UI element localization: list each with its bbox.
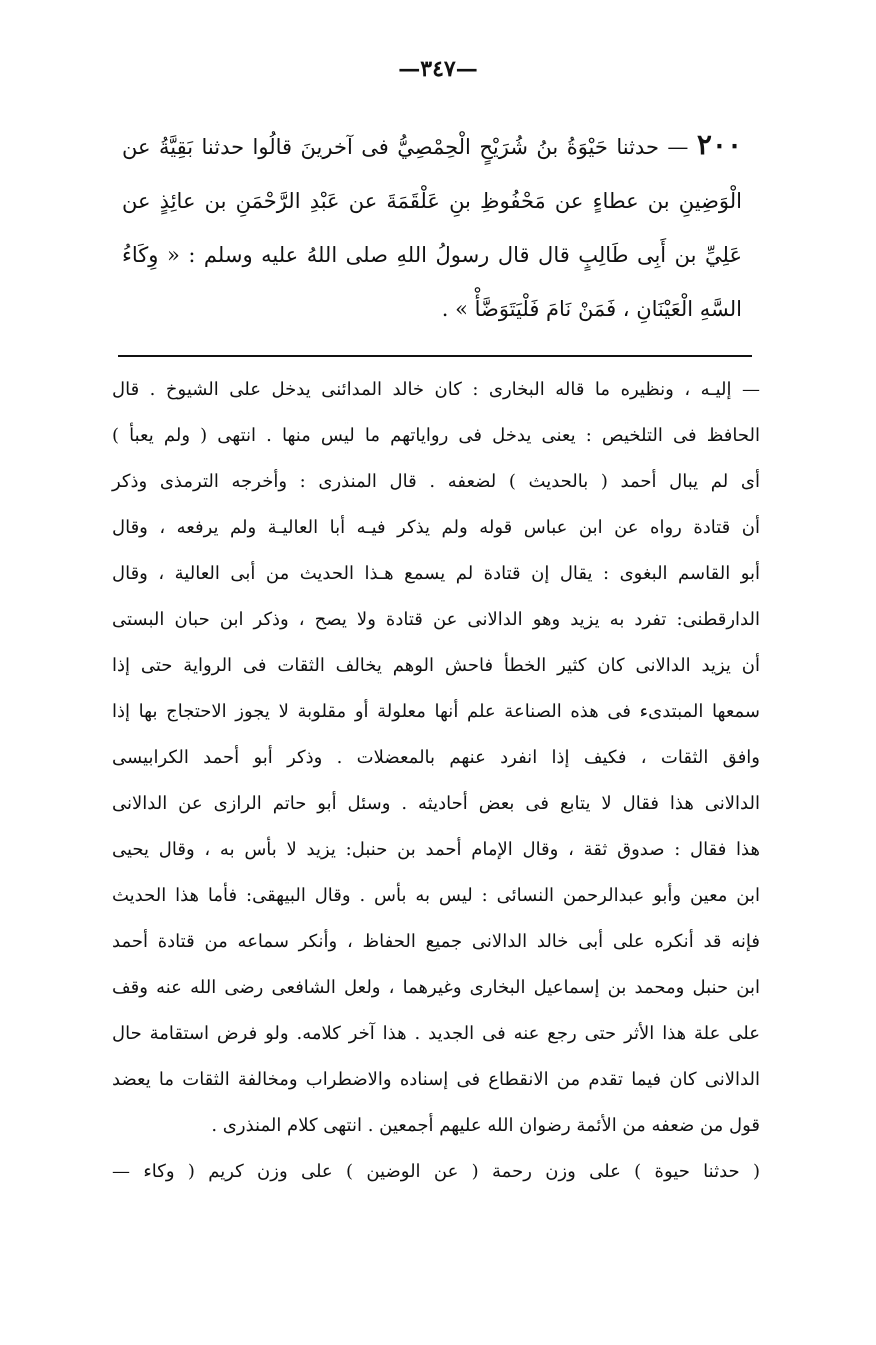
commentary: [112, 367, 760, 1195]
commentary-line: ابن حنبل ومحمد بن إسماعيل البخارى وغيرهما ، ولعل الشافعى رضى الله عنه وقف: [112, 977, 760, 998]
hadith-block: [122, 118, 742, 336]
commentary-line: الدارقطنى: تفرد به يزيد وهو الدالانى عن قتادة ولا يصح ، وذكر ابن حبان البستى: [112, 609, 760, 630]
commentary-line: وافق الثقات ، فكيف إذا انفرد عنهم بالمعضلات . وذكر أبو أحمد الكرابيسى: [112, 747, 760, 768]
commentary-line: أن قتادة رواه عن ابن عباس قوله ولم يذكر فيـه أبا العاليـة ولم يرفعه ، وقال: [112, 517, 760, 538]
commentary-line: قول من ضعفه من الأئمة رضوان الله عليهم أجمعين . انتهى كلام المنذرى .: [211, 1115, 760, 1136]
commentary-line: — إليـه ، ونظيره ما قاله البخارى : كان خالد المدائنى يدخل على الشيوخ . قال: [112, 379, 760, 400]
hadith-number: ٢٠٠: [696, 128, 742, 161]
commentary-line: أن يزيد الدالانى كان كثير الخطأ فاحش الوهم يخالف الثقات فى الرواية حتى إذا: [112, 655, 760, 676]
page-number: —٣٤٧—: [398, 56, 478, 82]
commentary-line: الدالانى هذا فقال لا يتابع فى بعض أحاديثه . وسئل أبو حاتم الرازى عن الدالانى: [112, 793, 760, 814]
commentary-line: فإنه قد أنكره على أبى خالد الدالانى جميع الحفاظ ، وأنكر سماعه من قتادة أحمد: [112, 931, 760, 952]
commentary-line: الحافظ فى التلخيص : يعنى يدخل فى رواياتهم ما ليس منها . انتهى ( ولم يعبأ ): [112, 425, 760, 446]
commentary-line: أبو القاسم البغوى : يقال إن قتادة لم يسمع هـذا الحديث من أبى العالية ، وقال: [112, 563, 760, 584]
commentary-line: سمعها المبتدىء فى هذه الصناعة علم أنها معلولة أو مقلوبة لا يجوز الاحتجاج بها إذا: [112, 701, 760, 722]
commentary-line: هذا فقال : صدوق ثقة ، وقال الإمام أحمد بن حنبل: يزيد لا بأس به ، وقال يحيى: [112, 839, 760, 860]
footnote-divider: [118, 355, 752, 357]
commentary-line: أى لم يبال أحمد ( بالحديث ) لضعفه . قال المنذرى : وأخرجه الترمذى وذكر: [112, 471, 760, 492]
commentary-line: الدالانى كان فيما تقدم من الانقطاع فى إسناده والاضطراب ومخالفة الثقات ما يعضد: [112, 1069, 760, 1090]
hadith-text: — حدثنا حَيْوَةُ بنُ شُرَيْحٍ الْحِمْصِيُّ فى آخرينَ قالُوا حدثنا بَقِيَّةُ عن الْوَضِينِ بن عطاءٍ عن مَحْفُوظِ بنِ عَلْقَمَةَ عن عَبْدِ الرَّحْمَنِ بن عائِذٍ عن عَلِيِّ بن أَبِى طَالِبٍ قال قال رسولُ اللهِ صلى اللهُ عليه وسلم : « وِكَاءُ السَّهِ الْعَيْنَانِ ، فَمَنْ نَامَ فَلْيَتَوَضَّأْ » .: [122, 135, 742, 321]
commentary-line: على علة هذا الأثر حتى رجع عنه فى الجديد . هذا آخر كلامه. ولو فرض استقامة حال: [112, 1023, 760, 1044]
commentary-line: ابن معين وأبو عبدالرحمن النسائى : ليس به بأس . وقال البيهقى: فأما هذا الحديث: [112, 885, 760, 906]
commentary-line: ( حدثنا حيوة ) على وزن رحمة ( عن الوضين ) على وزن كريم ( وكاء —: [112, 1161, 760, 1182]
